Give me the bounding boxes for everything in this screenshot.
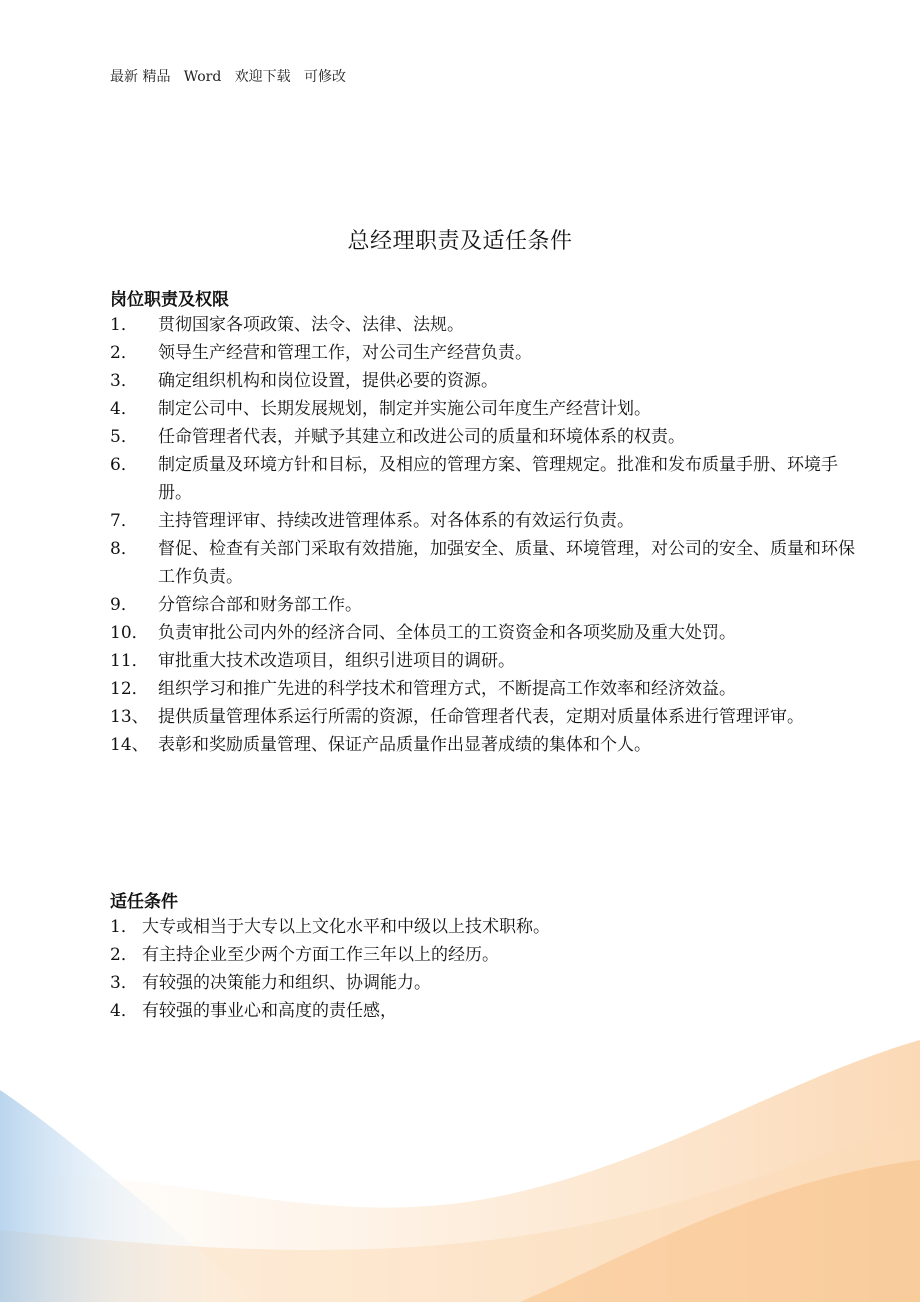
item-number: 8．	[110, 539, 138, 559]
item-text: 提供质量管理体系运行所需的资源，任命管理者代表，定期对质量体系进行管理评审。	[158, 707, 804, 727]
qualifications-list	[110, 913, 855, 1025]
item-text: 有较强的事业心和高度的责任感，	[142, 1001, 397, 1021]
item-text: 有较强的决策能力和组织、协调能力。	[142, 973, 431, 993]
item-number: 12．	[110, 679, 149, 699]
list-item	[110, 507, 855, 535]
duties-list	[110, 311, 855, 759]
list-item	[110, 451, 855, 507]
list-item	[110, 311, 855, 339]
item-text: 有主持企业至少两个方面工作三年以上的经历。	[142, 945, 499, 965]
list-item	[110, 969, 855, 997]
item-text: 制定质量及环境方针和目标，及相应的管理方案、管理规定。批准和发布质量手册、环境手册。	[158, 455, 838, 503]
section-heading-qualifications: 适任条件	[110, 892, 178, 912]
item-number: 11．	[110, 651, 149, 671]
item-number: 7．	[110, 511, 138, 531]
item-text: 负责审批公司内外的经济合同、全体员工的工资资金和各项奖励及重大处罚。	[158, 623, 736, 643]
item-text: 领导生产经营和管理工作，对公司生产经营负责。	[158, 343, 532, 363]
item-text: 主持管理评审、持续改进管理体系。对各体系的有效运行负责。	[158, 511, 634, 531]
item-number: 3．	[110, 371, 138, 391]
item-number: 1．	[110, 315, 138, 335]
list-item	[110, 395, 855, 423]
list-item	[110, 941, 855, 969]
list-item	[110, 675, 855, 703]
item-number: 1．	[110, 917, 138, 937]
item-number: 4．	[110, 1001, 138, 1021]
item-number: 14、	[110, 735, 149, 755]
list-item	[110, 423, 855, 451]
list-item	[110, 703, 855, 731]
list-item	[110, 647, 855, 675]
item-number: 9．	[110, 595, 138, 615]
item-text: 组织学习和推广先进的科学技术和管理方式，不断提高工作效率和经济效益。	[158, 679, 736, 699]
list-item	[110, 591, 855, 619]
item-text: 分管综合部和财务部工作。	[158, 595, 362, 615]
list-item	[110, 535, 855, 591]
item-number: 6．	[110, 455, 138, 475]
list-item	[110, 619, 855, 647]
item-number: 2．	[110, 343, 138, 363]
item-text: 制定公司中、长期发展规划，制定并实施公司年度生产经营计划。	[158, 399, 651, 419]
item-text: 表彰和奖励质量管理、保证产品质量作出显著成绩的集体和个人。	[158, 735, 651, 755]
item-number: 2．	[110, 945, 138, 965]
item-text: 督促、检查有关部门采取有效措施，加强安全、质量、环境管理，对公司的安全、质量和环保工作负责。	[158, 539, 855, 587]
list-item	[110, 997, 855, 1025]
item-text: 审批重大技术改造项目，组织引进项目的调研。	[158, 651, 515, 671]
section-heading-duties: 岗位职责及权限	[110, 290, 229, 310]
list-item	[110, 339, 855, 367]
item-text: 任命管理者代表，并赋予其建立和改进公司的质量和环境体系的权责。	[158, 427, 685, 447]
list-item	[110, 367, 855, 395]
item-number: 5．	[110, 427, 138, 447]
item-number: 13、	[110, 707, 149, 727]
item-number: 4．	[110, 399, 138, 419]
item-text: 贯彻国家各项政策、法令、法律、法规。	[158, 315, 464, 335]
item-number: 3．	[110, 973, 138, 993]
item-text: 确定组织机构和岗位设置，提供必要的资源。	[158, 371, 498, 391]
list-item	[110, 731, 855, 759]
item-number: 10．	[110, 623, 149, 643]
page-title: 总经理职责及适任条件	[347, 229, 573, 254]
header-note: 最新 精品 Word 欢迎下载 可修改	[110, 69, 347, 85]
list-item	[110, 913, 855, 941]
item-text: 大专或相当于大专以上文化水平和中级以上技术职称。	[142, 917, 550, 937]
